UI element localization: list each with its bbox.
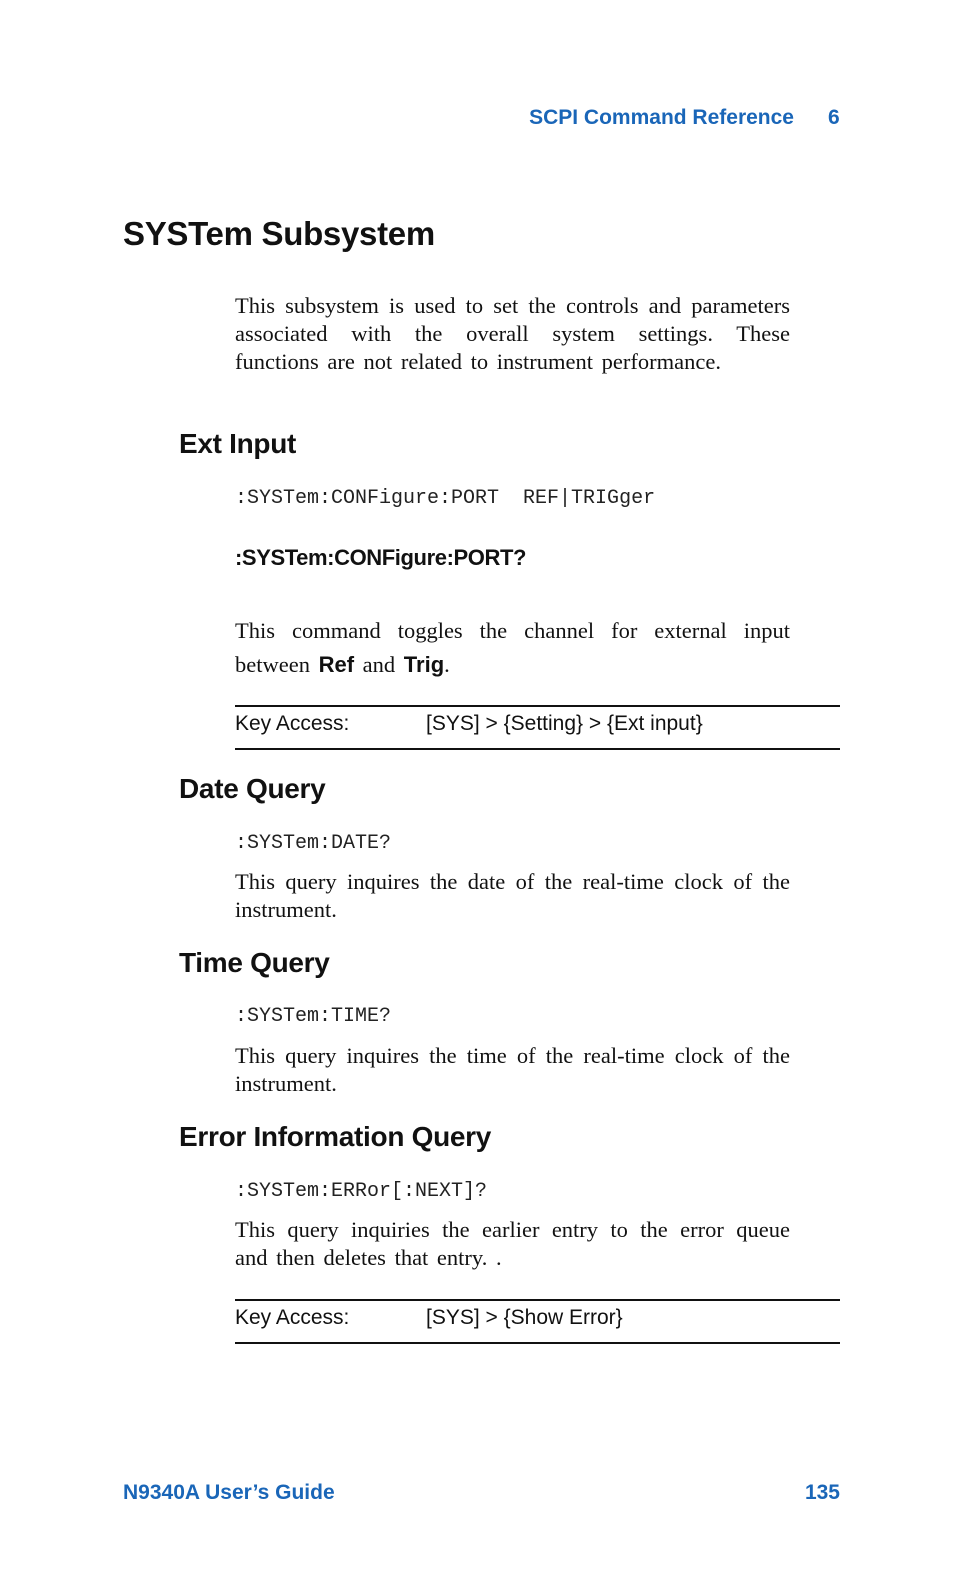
ext-input-description — [235, 614, 790, 682]
date-query-description: This query inquires the date of the real-time clock of the instrument. — [235, 869, 790, 922]
ref-keyword: Ref — [318, 652, 355, 677]
time-query-description: This query inquires the time of the real-time clock of the instrument. — [235, 1043, 790, 1096]
intro-paragraph: This subsystem is used to set the controls and parameters associated with the overall system settings. These functions are not related to instrument performance. — [235, 293, 790, 374]
time-query-heading: Time Query — [179, 947, 330, 978]
key-access-value: [SYS] > {Setting} > {Ext input} — [426, 712, 703, 735]
ext-input-command: :SYSTem:CONFigure:PORT REF|TRIGger — [235, 487, 656, 510]
period: . — [444, 652, 450, 677]
ext-input-key-access — [235, 705, 840, 750]
error-query-key-access — [235, 1299, 840, 1344]
key-access-value: [SYS] > {Show Error} — [426, 1306, 623, 1329]
running-header-section: SCPI Command Reference — [529, 106, 794, 129]
error-query-description: This query inquiries the earlier entry to the error queue and then deletes that entry. . — [235, 1217, 790, 1270]
footer-page-number: 135 — [804, 1481, 840, 1504]
ext-input-heading: Ext Input — [179, 428, 297, 459]
running-header-chapter: 6 — [828, 106, 840, 129]
footer-guide-title: N9340A User’s Guide — [123, 1481, 335, 1504]
date-query-command: :SYSTem:DATE? — [235, 832, 392, 855]
date-query-heading: Date Query — [179, 773, 326, 804]
trig-keyword: Trig — [403, 652, 445, 677]
ext-input-query: :SYSTem:CONFigure:PORT? — [235, 545, 527, 570]
error-query-heading: Error Information Query — [179, 1121, 492, 1152]
and-word: and — [362, 652, 396, 677]
error-query-command: :SYSTem:ERRor[:NEXT]? — [235, 1180, 488, 1203]
key-access-label: Key Access: — [235, 712, 350, 735]
time-query-command: :SYSTem:TIME? — [235, 1005, 392, 1028]
key-access-label: Key Access: — [235, 1306, 350, 1329]
page-title: SYSTem Subsystem — [123, 215, 435, 252]
ext-input-description-text: This command toggles the channel for external input between — [235, 618, 790, 677]
